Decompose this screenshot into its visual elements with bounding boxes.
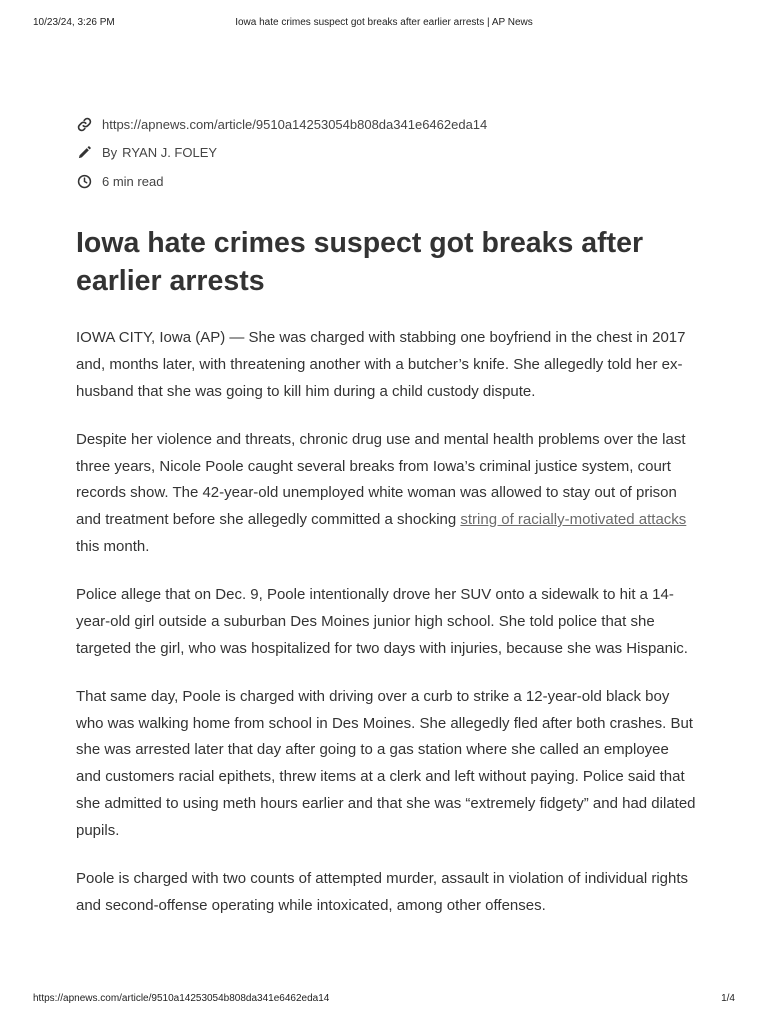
- article-body: [76, 325, 696, 941]
- article-paragraph: IOWA CITY, Iowa (AP) — She was charged with stabbing one boyfriend in the chest in 2017 and, months later, with threatening another with a butcher’s knife. She allegedly told her ex-husband that she was going to kill him during a child custody dispute.: [76, 329, 686, 400]
- print-datetime: 10/23/24, 3:26 PM: [33, 17, 115, 28]
- paragraph-text: Despite her violence and threats, chronic drug use and mental health problems over the last three years, Nicole Poole caught several breaks from Iowa’s criminal justice system, court records show. The 42-year-old unemployed white woman was allowed to stay out of prison and treatment before she allegedly committed a shocking: [76, 430, 686, 528]
- print-header: [33, 17, 735, 31]
- article-paragraph: [76, 427, 696, 561]
- pen-icon: [76, 145, 92, 161]
- byline-row: [76, 143, 696, 163]
- article-paragraph: That same day, Poole is charged with driving over a curb to strike a 12-year-old black boy who was walking home from school in Des Moines. She allegedly fled after both crashes. But she was arrested later that day after going to a gas station where she called an employee and customers racial epithets, threw items at a clerk and left without paying. Police said that she admitted to using meth hours earlier and that she was “extremely fidgety” and had dilated pupils.: [76, 687, 696, 839]
- clock-icon: [76, 173, 92, 189]
- read-time: 6 min read: [102, 173, 164, 189]
- article-url-link[interactable]: https://apnews.com/article/9510a14253054b808da341e6462eda14: [102, 116, 488, 132]
- paragraph-text: this month.: [76, 537, 150, 555]
- print-footer: [33, 993, 735, 1007]
- read-time-row: [76, 171, 696, 191]
- print-footer-url: https://apnews.com/article/9510a14253054b808da341e6462eda14: [33, 993, 330, 1004]
- byline-prefix: By: [102, 145, 118, 160]
- author-name: RYAN J. FOLEY: [122, 145, 218, 160]
- article-paragraph: Poole is charged with two counts of attempted murder, assault in violation of individual rights and second-offense operating while intoxicated, among other offenses.: [76, 869, 688, 914]
- link-icon: [76, 116, 92, 132]
- print-page-title: Iowa hate crimes suspect got breaks after earlier arrests | AP News: [235, 17, 533, 28]
- article-meta: [76, 114, 696, 200]
- page-indicator: 1/4: [721, 993, 735, 1004]
- article-paragraph: Police allege that on Dec. 9, Poole intentionally drove her SUV onto a sidewalk to hit a 14-year-old girl outside a suburban Des Moines junior high school. She told police that she targeted the girl, who was hospitalized for two days with injuries, because she was Hispanic.: [76, 586, 688, 657]
- article-url-row: [76, 114, 696, 134]
- article-headline: Iowa hate crimes suspect got breaks after earlier arrests: [76, 227, 644, 297]
- racially-motivated-attacks-link[interactable]: string of racially-motivated attacks: [460, 511, 687, 528]
